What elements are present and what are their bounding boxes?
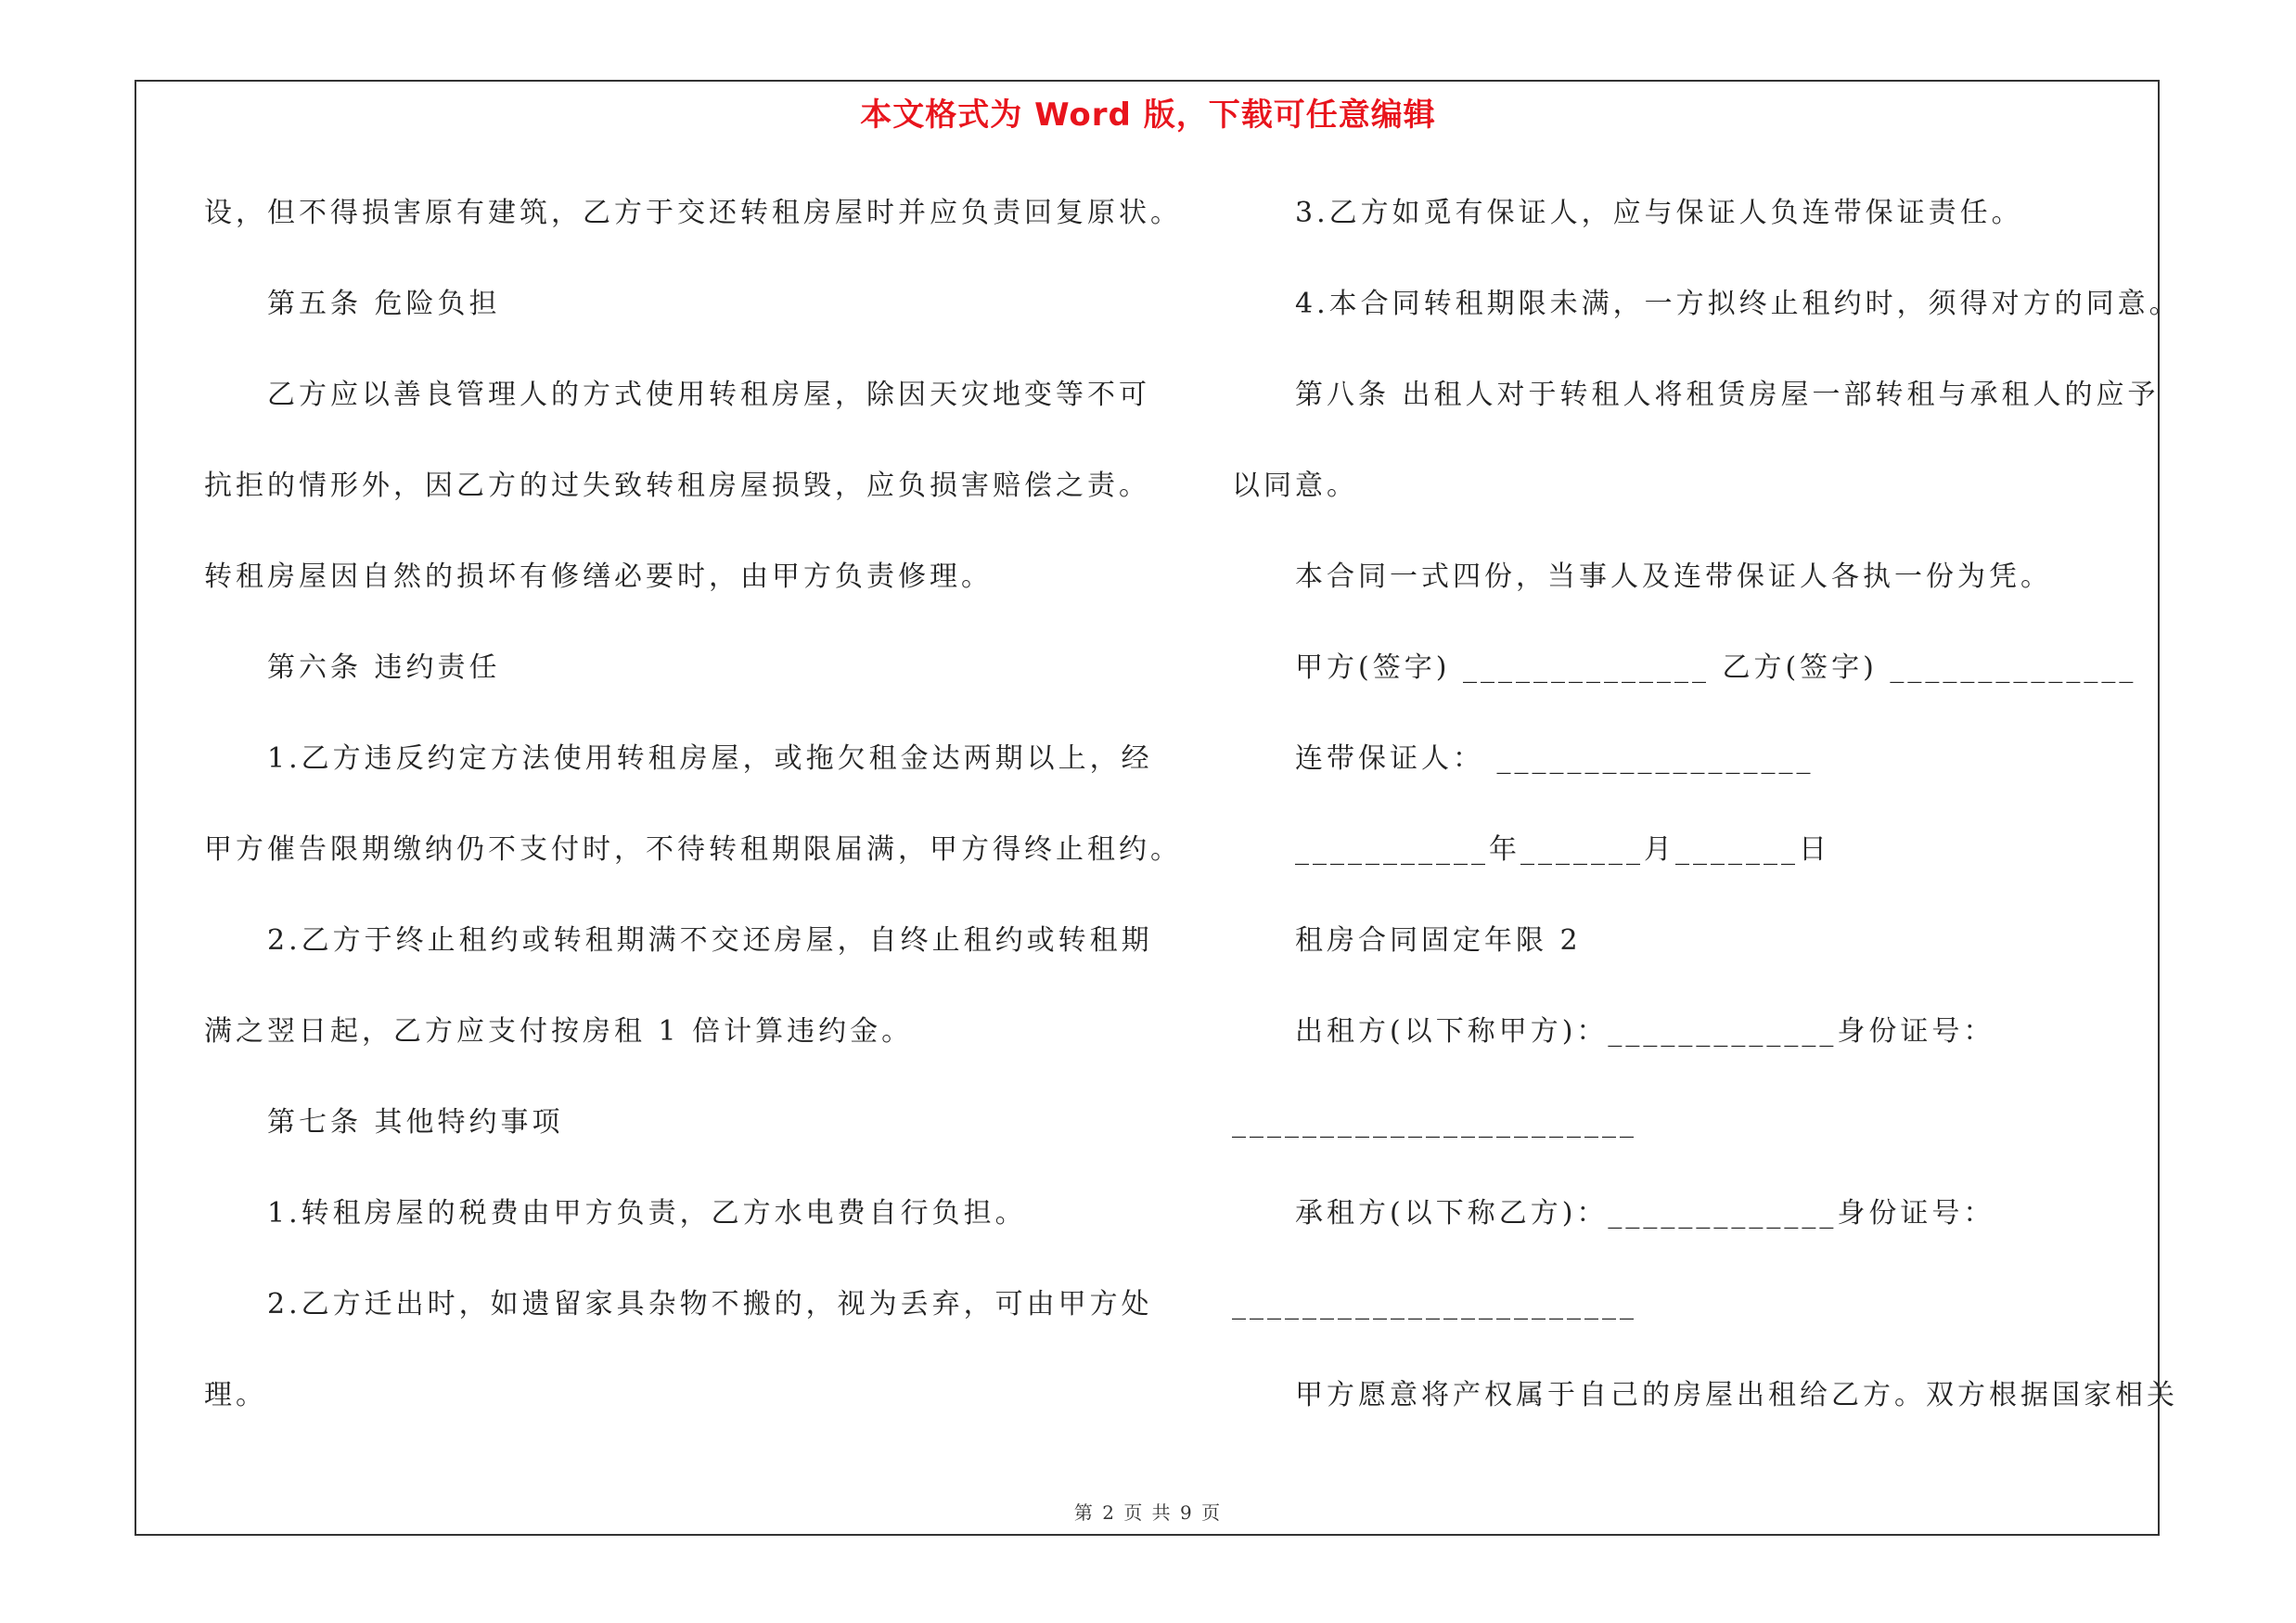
right-column-line: ___________年_______月_______日 <box>1295 833 1830 866</box>
right-column-line: _______________________ <box>1232 1288 1637 1320</box>
page-footer: 第 2 页 共 9 页 <box>1073 1501 1223 1524</box>
left-column-line: 抗拒的情形外，因乙方的过失致转租房屋损毁，应负损害赔偿之责。 <box>204 470 1150 502</box>
left-column-line: 1.转租房屋的税费由甲方负责，乙方水电费自行负担。 <box>267 1197 1027 1230</box>
left-column-line: 设，但不得损害原有建筑，乙方于交还转租房屋时并应负责回复原状。 <box>204 197 1182 229</box>
right-column-line: 甲方愿意将产权属于自己的房屋出租给乙方。双方根据国家相关 <box>1295 1379 2178 1411</box>
right-column-line: _______________________ <box>1232 1106 1637 1139</box>
header-banner: 本文格式为 Word 版，下载可任意编辑 <box>860 97 1436 134</box>
right-column-line: 出租方(以下称甲方)：_____________身份证号： <box>1295 1015 1995 1048</box>
left-column-line: 乙方应以善良管理人的方式使用转租房屋，除因天灾地变等不可 <box>267 379 1150 411</box>
right-column-line: 3.乙方如觅有保证人，应与保证人负连带保证责任。 <box>1295 197 2023 229</box>
right-column <box>1232 186 2181 1459</box>
left-column-line: 1.乙方违反约定方法使用转租房屋，或拖欠租金达两期以上，经 <box>267 742 1153 775</box>
right-column-line: 第八条 出租人对于转租人将租赁房屋一部转租与承租人的应予 <box>1295 379 2160 411</box>
left-column-line: 2.乙方迁出时，如遗留家具杂物不搬的，视为丢弃，可由甲方处 <box>267 1288 1153 1320</box>
left-column-line: 第五条 危险负担 <box>267 288 501 320</box>
left-column-line: 理。 <box>204 1379 267 1411</box>
left-column-line: 甲方催告限期缴纳仍不支付时，不待转租期限届满，甲方得终止租约。 <box>204 833 1182 866</box>
left-column-line: 2.乙方于终止租约或转租期满不交还房屋，自终止租约或转租期 <box>267 924 1153 957</box>
right-column-line: 承租方(以下称乙方)：_____________身份证号： <box>1295 1197 1995 1230</box>
left-column <box>204 186 1182 1459</box>
right-column-line: 连带保证人： __________________ <box>1295 742 1815 775</box>
left-column-line: 第七条 其他特约事项 <box>267 1106 564 1139</box>
left-column-line: 转租房屋因自然的损坏有修缮必要时，由甲方负责修理。 <box>204 560 993 593</box>
right-column-line: 本合同一式四份，当事人及连带保证人各执一份为凭。 <box>1295 560 2052 593</box>
left-column-line: 第六条 违约责任 <box>267 651 501 684</box>
right-column-line: 以同意。 <box>1232 470 1358 502</box>
right-column-line: 4.本合同转租期限未满，一方拟终止租约时，须得对方的同意。 <box>1295 288 2181 320</box>
right-column-line: 甲方(签字) ______________ 乙方(签字) ______________ <box>1295 651 2137 684</box>
left-column-line: 满之翌日起，乙方应支付按房租 1 倍计算违约金。 <box>204 1015 914 1048</box>
right-column-line: 租房合同固定年限 2 <box>1295 924 1582 957</box>
